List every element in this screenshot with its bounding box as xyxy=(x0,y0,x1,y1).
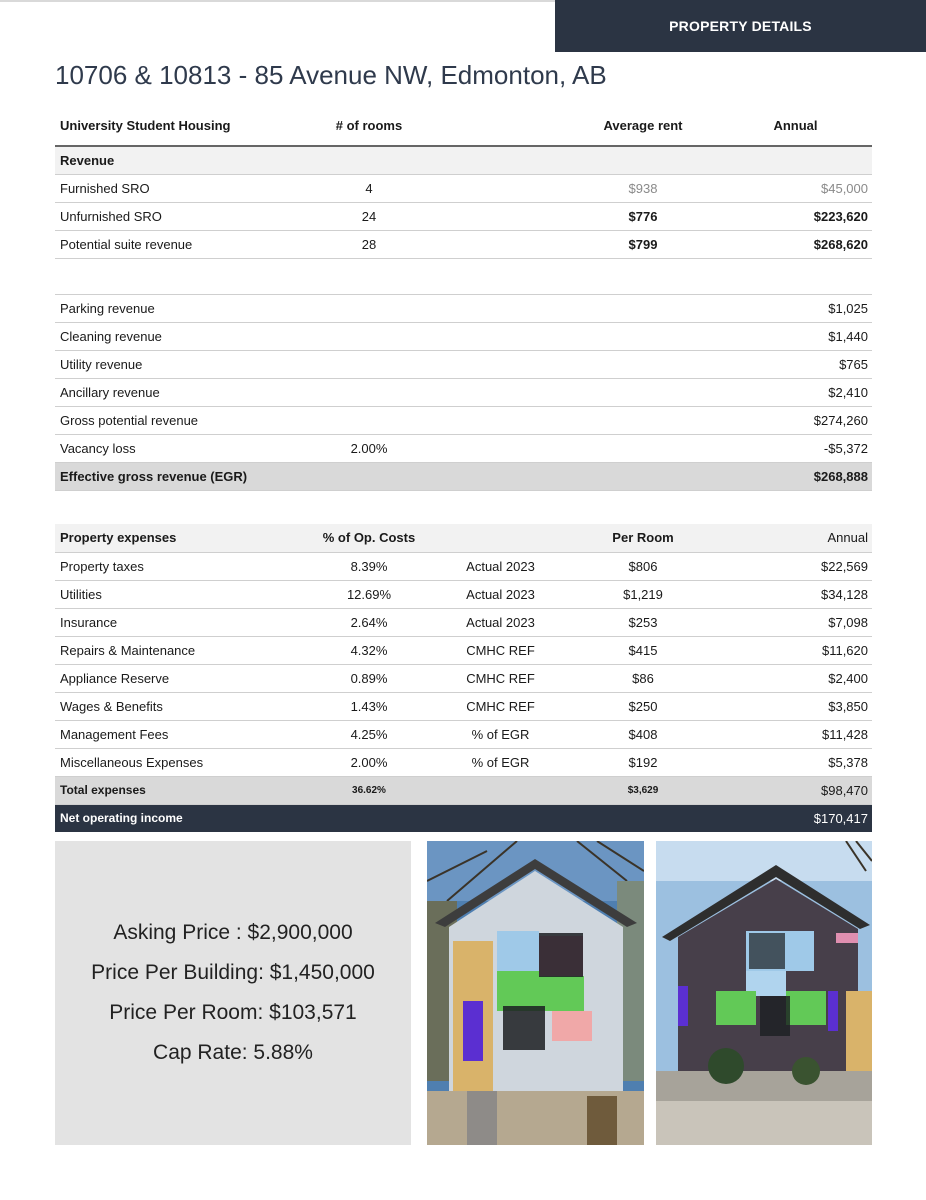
pricing-summary xyxy=(55,841,411,1145)
total-expenses-row: Total expenses 36.62% $3,629 $98,470 xyxy=(55,776,872,804)
house-photo-right xyxy=(656,841,872,1145)
table-row: Property taxes 8.39% Actual 2023 $806 $22,569 xyxy=(55,552,872,580)
price-per-building: Price Per Building: $1,450,000 xyxy=(91,961,375,984)
revenue-label: Revenue xyxy=(55,146,305,174)
egr-row: Effective gross revenue (EGR) $268,888 xyxy=(55,463,872,491)
table-row: Utility revenue $765 xyxy=(55,351,872,379)
net-operating-income-row: Net operating income $170,417 xyxy=(55,804,872,832)
asking-price: Asking Price : $2,900,000 xyxy=(113,921,353,944)
table-row: Cleaning revenue $1,440 xyxy=(55,323,872,351)
expenses-table xyxy=(55,524,872,832)
property-details-banner: PROPERTY DETAILS xyxy=(555,0,926,52)
header-housing: University Student Housing xyxy=(55,106,305,146)
top-rule xyxy=(0,0,556,2)
header-average-rent: Average rent xyxy=(568,106,718,146)
table-row: Management Fees 4.25% % of EGR $408 $11,428 xyxy=(55,720,872,748)
table-row: Gross potential revenue $274,260 xyxy=(55,407,872,435)
table-row: Furnished SRO 4 $938 $45,000 xyxy=(55,174,872,202)
header-rooms: # of rooms xyxy=(305,106,433,146)
table-row: Miscellaneous Expenses 2.00% % of EGR $192 $5,378 xyxy=(55,748,872,776)
revenue-section-row xyxy=(55,146,872,174)
table-row: Wages & Benefits 1.43% CMHC REF $250 $3,850 xyxy=(55,692,872,720)
other-revenue-table xyxy=(55,294,872,491)
table-row: Insurance 2.64% Actual 2023 $253 $7,098 xyxy=(55,608,872,636)
table-row: Unfurnished SRO 24 $776 $223,620 xyxy=(55,202,872,230)
table-row: Ancillary revenue $2,410 xyxy=(55,379,872,407)
price-per-room: Price Per Room: $103,571 xyxy=(109,1001,357,1024)
table-row: Vacancy loss 2.00% -$5,372 xyxy=(55,435,872,463)
table-row: Parking revenue $1,025 xyxy=(55,295,872,323)
cap-rate: Cap Rate: 5.88% xyxy=(153,1041,313,1064)
table-row: Repairs & Maintenance 4.32% CMHC REF $415 $11,620 xyxy=(55,636,872,664)
expenses-header-row: Property expenses % of Op. Costs Per Room Annual xyxy=(55,524,872,552)
table-row: Appliance Reserve 0.89% CMHC REF $86 $2,400 xyxy=(55,664,872,692)
property-address: 10706 & 10813 - 85 Avenue NW, Edmonton, AB xyxy=(55,60,607,90)
units-header-row xyxy=(55,106,872,146)
table-row: Potential suite revenue 28 $799 $268,620 xyxy=(55,230,872,258)
table-row: Utilities 12.69% Actual 2023 $1,219 $34,128 xyxy=(55,580,872,608)
header-annual: Annual xyxy=(718,106,872,146)
units-table xyxy=(55,106,872,259)
house-photo-left xyxy=(427,841,644,1145)
